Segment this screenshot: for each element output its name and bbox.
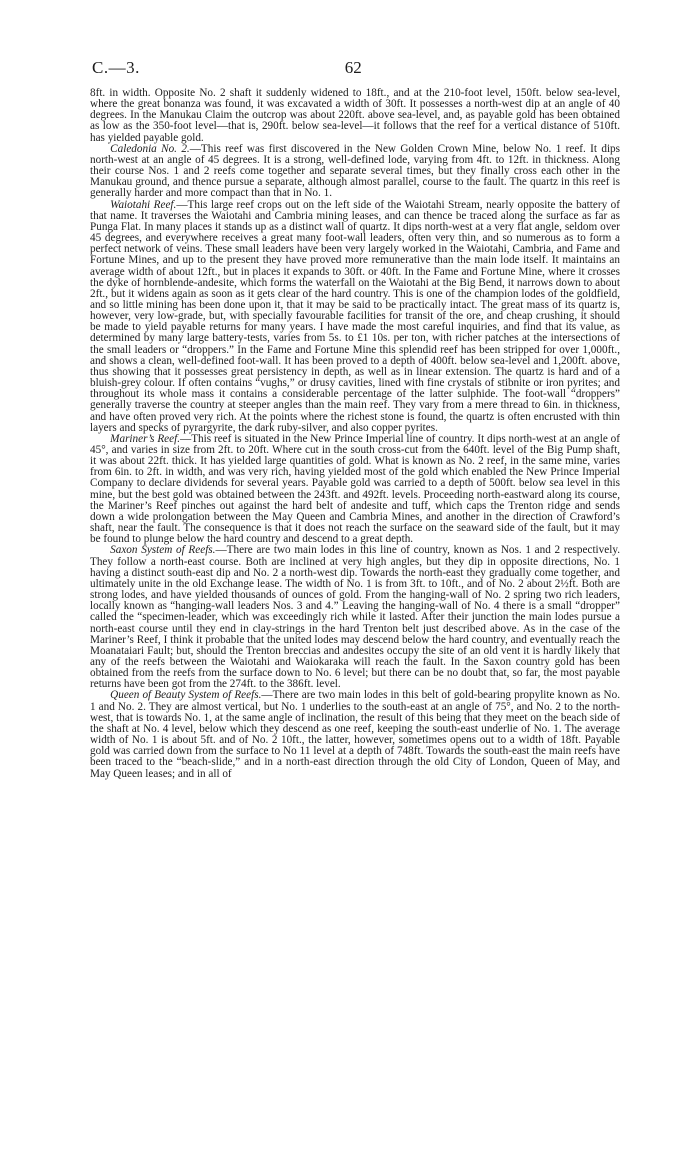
body-text [90,88,620,780]
paragraph-continuation [90,88,620,144]
paragraph-queen-of-beauty [90,690,620,779]
section-heading: Queen of Beauty System of Reefs. [110,689,262,702]
section-heading: Waiotahi Reef. [110,198,177,211]
paragraph-saxon-system [90,545,620,690]
section-heading: Mariner’s Reef. [110,432,181,445]
paragraph-body: —This large reef crops out on the left side of the Waiotahi Stream, nearly opposite the battery of that name. It traverses the Waiotahi and Cambria mining leases, and can thence be traced along the surface as far as Punga Flat. In many places it stands up as a distinct wall of quartz. It dips north-west at a very flat angle, seldom over 45 degrees, and everywhere receives a great many foot-wall leaders, often very thin, and so numerous as to form a perfect network of veins. These small leaders have been very largely worked in the Waiotahi, Cambria, and Fame and Fortune Mines, and up to the present they have proved more remunerative than the main lode itself. It maintains an average width of about 12ft., but in places it expands to 30ft. or 40ft. In the Fame and Fortune Mine, where it crosses the dyke of hornblende-andesite, which forms the waterfall on the Waiotahi at the Big Bend, it narrows down to about 2ft., but it widens again as soon as it gets clear of the hard country. This is one of the champion lodes of the goldfield, and so little mining has been done upon it, that it may be said to be practically intact. The great mass of its quartz is, however, very low-grade, but, with specially favourable facilities for transit of the ore, and cheap crushing, it should be made to yield payable returns for many years. I have made the most careful inquiries, and find that its value, as determined by many large battery-tests, varies from 5s. to £1 10s. per ton, with richer patches at the intersections of the small leaders or “droppers.” In the Fame and Fortune Mine this splendid reef has been stripped for over 1,000ft., and shows a clean, well-defined foot-wall. It has been proved to a depth of 400ft. below sea-level and 1,200ft. above, thus showing that it possesses great persistency in depth, as well as in linear extension. The quartz is hard and of a bluish-grey colour. If often contains “vughs,” or drusy cavities, lined with fine crystals of stibnite or iron pyrites; and throughout its whole mass it contains a considerable percentage of the latter sulphide. The foot-wall “droppers” generally traverse the country at steeper angles than the main reef. They vary from a mere thread to 6in. in thickness, and have often proved very rich. At the points where the richest stone is found, the quartz is often encrusted with thin layers and specks of pyrargyrite, the dark ruby-silver, and also copper pyrites. [90,198,620,434]
page-number: 62 [344,58,362,77]
section-heading: Saxon System of Reefs. [110,544,216,557]
paragraph-body: —This reef is situated in the New Prince Imperial line of country. It dips north-west at an angle of 45°, and varies in size from 2ft. to 20ft. Where cut in the south cross-cut from the 640ft. level of the Big Pump shaft, it was about 22ft. thick. It has yielded large quantities of gold. What is known as No. 2 reef, in the same mine, varies from 6in. to 2ft. in width, and was very rich, having yielded most of the gold which enabled the New Prince Imperial Company to declare dividends for several years. Payable gold was carried to a depth of 500ft. below sea level in this mine, but the best gold was obtained between the 243ft. and 492ft. levels. Proceeding north-eastward along its course, the Mariner’s Reef pinches out against the hard belt of andesite and tuff, which caps the Trenton ridge and sends down a wide prolongation between the May Queen and Cambria Mines, and another in the direction of Crawford’s shaft, near the fault. The consequence is that it does not reach the surface on the seaward side of the fault, but it may be found to plunge below the hard country and descend to a great depth. [90,432,620,546]
paragraph-waiotahi-reef [90,200,620,434]
section-heading: Caledonia No. 2. [110,142,190,155]
paragraph-mariners-reef [90,434,620,546]
page-header [90,58,620,88]
paragraph-body: —There are two main lodes in this line of country, known as Nos. 1 and 2 respectively. They follow a north-east course. Both are inclined at very high angles, but they dip in opposite directions, No. 1 having a distinct south-east dip and No. 2 a north-west dip. Towards the north-east they gradually come together, and ultimately unite in the old Exchange lease. The width of No. 1 is from 3ft. to 10ft., and of No. 2 about 2½ft. Both are strong lodes, and have yielded thousands of ounces of gold. From the hanging-wall of No. 2 spring two rich leaders, locally known as “hanging-wall leaders Nos. 3 and 4.” Leaving the hanging-wall of No. 4 there is a small “dropper” called the “specimen-leader, which was exceedingly rich while it lasted. After their junction the main lodes pursue a north-east course until they end in clay-strings in the hard Trenton belt just described above. As in the case of the Mariner’s Reef, I think it probable that the united lodes may descend below the hard country, and eventually reach the Moanataiari Fault; but, should the Trenton breccias and andesites occupy the site of an old vent it is hardly likely that any of the reefs between the Waiotahi and Waiokaraka will reach the fault. In the Saxon country gold has been obtained from the reefs from the surface down to No. 6 level; but there can be no doubt that, so far, the most payable returns have been got from the 274ft. to the 386ft. level. [90,544,620,691]
paragraph-body: —There are two main lodes in this belt of gold-bearing propylite known as No. 1 and No. 2. They are almost vertical, but No. 1 underlies to the south-east at an angle of 75°, and No. 2 to the north-west, that is towards No. 1, at the same angle of inclination, the result of this being that they meet on the beach side of the shaft at No. 4 level, below which they descend as one reef, keeping the south-east underlie of No. 1. The average width of No. 1 is about 5ft. and of No. 2 10ft., the latter, however, sometimes opens out to a width of 18ft. Payable gold was carried down from the surface to No 11 level at a depth of 748ft. Towards the south-east the main reefs have been traced to the “beach-slide,” and in a north-east direction through the old City of London, Queen of May, and May Queen leases; and in all of [90,689,620,780]
paragraph-body: —This reef was first discovered in the New Golden Crown Mine, below No. 1 reef. It dips north-west at an angle of 45 degrees. It is a strong, well-defined lode, varying from 4ft. to 12ft. in thickness. Along their course Nos. 1 and 2 reefs come together and separate several times, but they finally cross each other in the Manukau ground, and thence pursue a separate, although almost parallel, course to the fault. The quartz in this reef is generally harder and more compact than that in No. 1. [90,142,621,200]
paragraph-body: 8ft. in width. Opposite No. 2 shaft it suddenly widened to 18ft., and at the 210-foot level, 150ft. below sea-level, where the great bonanza was found, it was excavated a width of 30ft. It possesses a north-west dip at an angle of 40 degrees. In the Manukau Claim the outcrop was about 220ft. above sea-level, and, as payable gold has been obtained as low as the 350-foot level—that is, 290ft. below sea-level—it follows that the reef for a vertical distance of 510ft. has yielded payable gold. [90,87,620,144]
paragraph-caledonia-no-2 [90,144,620,200]
document-reference: C.—3. [92,58,140,77]
